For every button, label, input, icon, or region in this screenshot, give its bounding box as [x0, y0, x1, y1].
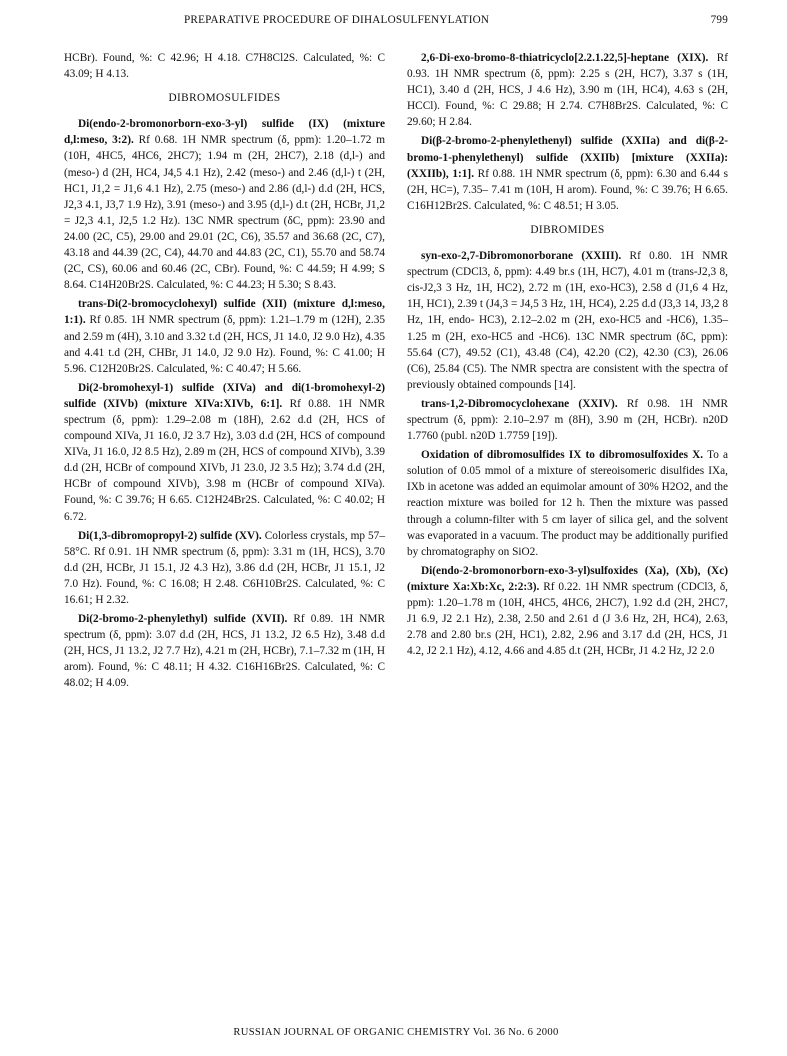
right-column: [407, 50, 728, 662]
compound-data: Rf 0.98. 1H NMR spectrum (δ, ppm): 2.10–2.97 m (8H), 3.90 m (2H, HCBr). n20D 1.7760 (publ. n20D 1.7759 [19]).: [407, 397, 729, 443]
compound-data: Rf 0.93. 1H NMR spectrum (δ, ppm): 2.25 s (2H, HC7), 3.37 s (1H, HC1), 3.40 d (2H, HCS, J 4.6 Hz), 3.90 m (1H, HC4), 4.63 s (2H, HCCl). Found, %: C 29.88; H 2.74. C7H8Br2S. Calculated, %: C 29.60; H 2.84.: [407, 52, 728, 129]
compound-entry-xxiv: [407, 396, 728, 444]
compound-data: Rf 0.22. 1H NMR spectrum (CDCl3, δ, ppm): 1.20–1.78 m (10H, 4HC5, 4HC6, 2HC7), 1.92 d.d (2H, 2HC7, J1 6.9, J2 2.1 Hz), 2.38, 2.50 and 2.61 d (J 3.6 Hz, 2H, HC4), 2.63, 2.78 and 2.80 br.s (2H, HC1), 2.82, 2.96 and 3.17 d.d (2H, HCS, J1 4.2, J2 2.1 Hz), 4.12, 4.66 and 4.85 d.t (2H, HCBr, J1 4.2 Hz, J2 2.0: [407, 580, 728, 658]
compound-entry-x: [407, 563, 728, 660]
compound-entry-xii: [64, 296, 385, 376]
compound-heading: trans-1,2-Dibromocyclohexane (XXIV).: [421, 397, 618, 410]
compound-entry-xvii: [64, 611, 385, 691]
paragraph-text: HCBr). Found, %: C 42.96; H 4.18. C7H8Cl2S. Calculated, %: C 43.09; H 4.13.: [64, 52, 385, 81]
compound-heading: Di(β-2-bromo-2-phenylethenyl) sulfide (XXIIa) and di(β-2-bromo-1-phenylethenyl) sulfide (XXIIb) [mixture (XXIIa):(XXIIb), 1:1].: [407, 135, 728, 180]
compound-data: Rf 0.89. 1H NMR spectrum (δ, ppm): 3.07 d.d (2H, HCS, J1 13.2, J2 6.5 Hz), 3.48 d.d (2H, HCS, J1 13.2, J2 7.7 Hz), 4.21 m (2H, HCBr), 7.1–7.32 m (1H, H arom). Found, %: C 48.11; H 4.32. C16H16Br2S. Calculated, %: C 48.02; H 4.09.: [64, 613, 386, 690]
procedure-text: To a solution of 0.05 mmol of a mixture of stereoisomeric disulfides IXa, IXb in acetone was added an equimolar amount of 30% H2O2, and the reaction mixture was boiled for 12 h. Then the mixture was passed through a column-filter with 5 cm layer of silica gel, and the solvent was evaporated in a vacuum. The product may be additionally purified by chromatography on SiO2.: [407, 449, 729, 558]
procedure-heading: Oxidation of dibromosulfides IX to dibromosulfoxides X.: [421, 449, 704, 462]
compound-data: Rf 0.68. 1H NMR spectrum (δ, ppm): 1.20–1.72 m (10H, 4HC5, 4HC6, 2HC7); 1.94 m (2H, 2HC7), 2.18 (d,l-) and (meso-) d (2H, HC4, J4,5 4.1 Hz), 2.42 (meso-) and 2.46 (d,l-) t (2H, HC1, J1,2 = J1,6 4.1 Hz), 2.75 (meso-) and 2.86 (d,l-) d.d (2H, HCS, J2,3 4.1, J3,7 1.9 Hz), 3.91 (meso-) and 3.95 (d,l-) d.t (2H, HCBr, J1,2 = J2,3 4.1, J2,5 1.2 Hz). 13C NMR spectrum (δC, ppm): 23.90 and 24.00 (2C, C5), 29.00 and 29.01 (2C, C6), 35.57 and 36.68 (2C, C7), 43.18 and 44.39 (2C, C4), 44.70 and 44.83 (2C, C1), 55.70 and 58.74 (2C, CS), 60.06 and 60.46 (2C, CBr). Found, %: C 44.59; H 4.99; S 8.64. C14H20Br2S. Calculated, %: C 44.23; H 5.30; S 8.43.: [64, 134, 385, 292]
compound-data: Rf 0.80. 1H NMR spectrum (CDCl3, δ, ppm): 4.49 br.s (1H, HC7), 4.01 m (trans-J2,3 8, cis-J2,3 3 Hz, 1H, HC2), 2.72 m (1H, exo-HC3), 2.58 d (J1,6 4 Hz, 1H, HC1), 2.39 t (J4,3 = J4,5 3 Hz, 1H, HC4), 2.25 d.d (J3,3 14, J3,2 8 Hz, 1H, endo- HC3), 2.12–2.02 m (2H, exo-HC5 and -HC6), 1.35–1.25 m (2H, exo-HC5 and -HC6). 13C NMR spectrum (δC, ppm): 55.64 (C7), 49.52 (C1), 43.48 (C4), 42.20 (C2), 42.30 (C3), 26.06 (C6), 25.84 (C5). The NMR spectra are consistent with the spectra of previously obtained compounds [14].: [407, 250, 729, 391]
compound-data: Rf 0.88. 1H NMR spectrum (δ, ppm): 1.29–2.08 m (18H), 2.62 d.d (2H, HCS of compound XIVa, J1 16.0, J2 3.7 Hz), 3.03 d.d (2H, HCS of compound XIVa, J1 16.0, J2 8.5 Hz), 2.89 m (2H, HCS of compound XIVb), 3.39 d.d (2H, HCBr of compound XIVb, J1 23.0, J2 3.5 Hz); 3.74 d.d (2H, HCBr of compound XIVb), 3.98 m (HCBr of compound XIVa). Found, %: C 39.76; H 6.65. C12H24Br2S. Calculated, %: C 40.02; H 6.72.: [64, 397, 385, 523]
compound-heading: Di(1,3-dibromopropyl-2) sulfide (XV).: [78, 529, 262, 542]
compound-heading: Di(endo-2-bromonorborn-exo-3-yl)sulfoxides (Xa), (Xb), (Xc) (mixture Xa:Xb:Xc, 2:2:3).: [407, 564, 728, 593]
procedure-oxidation: [407, 447, 728, 560]
compound-heading: Di(endo-2-bromonorborn-exo-3-yl) sulfide (IX) (mixture d,l:meso, 3:2).: [64, 118, 385, 147]
journal-page: [64, 14, 728, 1044]
journal-footer: RUSSIAN JOURNAL OF ORGANIC CHEMISTRY Vol. 36 No. 6 2000: [233, 1027, 559, 1038]
compound-heading: trans-Di(2-bromocyclohexyl) sulfide (XII) (mixture d,l:meso, 1:1).: [64, 298, 385, 327]
compound-entry-xiv: [64, 380, 385, 525]
compound-data: Rf 0.88. 1H NMR spectrum (δ, ppm): 6.30 and 6.44 s (2H, HC=), 7.35– 7.41 m (10H, H arom). Found, %: C 39.76; H 6.65. C16H12Br2S. Calculated, %: C 48.51; H 3.05.: [407, 167, 728, 212]
page-number: 799: [710, 14, 728, 26]
compound-heading: 2,6-Di-exo-bromo-8-thiatricyclo[2.2.1.22,5]-heptane (XIX).: [421, 52, 709, 64]
compound-data: Rf 0.85. 1H NMR spectrum (δ, ppm): 1.21–1.79 m (12H), 2.35 and 2.59 m (4H), 3.10 and 3.32 t.d (2H, HCS, J1 14.0, J2 9.0 Hz), 4.35 and 4.41 t.d (2H, CHBr, J1 14.0, J2 9.0 Hz). Found, %: C 41.00; H 5.96. C12H20Br2S. Calculated, %: C 40.47; H 5.66.: [64, 314, 385, 375]
section-heading-dibromosulfides: DIBROMOSULFIDES: [168, 92, 281, 105]
running-header: [64, 14, 728, 34]
compound-entry-xxiii: [407, 248, 728, 393]
paragraph-continued: [64, 50, 385, 82]
compound-entry-xv: [64, 528, 385, 608]
running-title: PREPARATIVE PROCEDURE OF DIHALOSULFENYLATION: [184, 14, 490, 26]
compound-entry-ix: [64, 116, 385, 293]
left-column: [64, 50, 385, 695]
compound-entry-xxii: [407, 133, 728, 213]
compound-entry-xix: [407, 50, 728, 130]
compound-heading: Di(2-bromo-2-phenylethyl) sulfide (XVII).: [78, 613, 288, 626]
compound-heading: syn-exo-2,7-Dibromonorborane (XXIII).: [421, 250, 622, 263]
compound-heading: Di(2-bromohexyl-1) sulfide (XIVa) and di(1-bromohexyl-2) sulfide (XIVb) (mixture XIVa:XIVb, 6:1].: [64, 381, 385, 410]
section-heading-dibromides: DIBROMIDES: [530, 223, 605, 236]
compound-data: Colorless crystals, mp 57–58°C. Rf 0.91. 1H NMR spectrum (δ, ppm): 3.31 m (1H, HCS), 3.70 d.d (2H, HCBr, J1 15.1, J2 4.3 Hz), 3.86 d.d (2H, HCBr, J1 15.1, J2 7.0 Hz). Found, %: C 16.08; H 2.48. C6H10Br2S. Calculated, %: C 16.61; H 2.32.: [64, 529, 385, 606]
